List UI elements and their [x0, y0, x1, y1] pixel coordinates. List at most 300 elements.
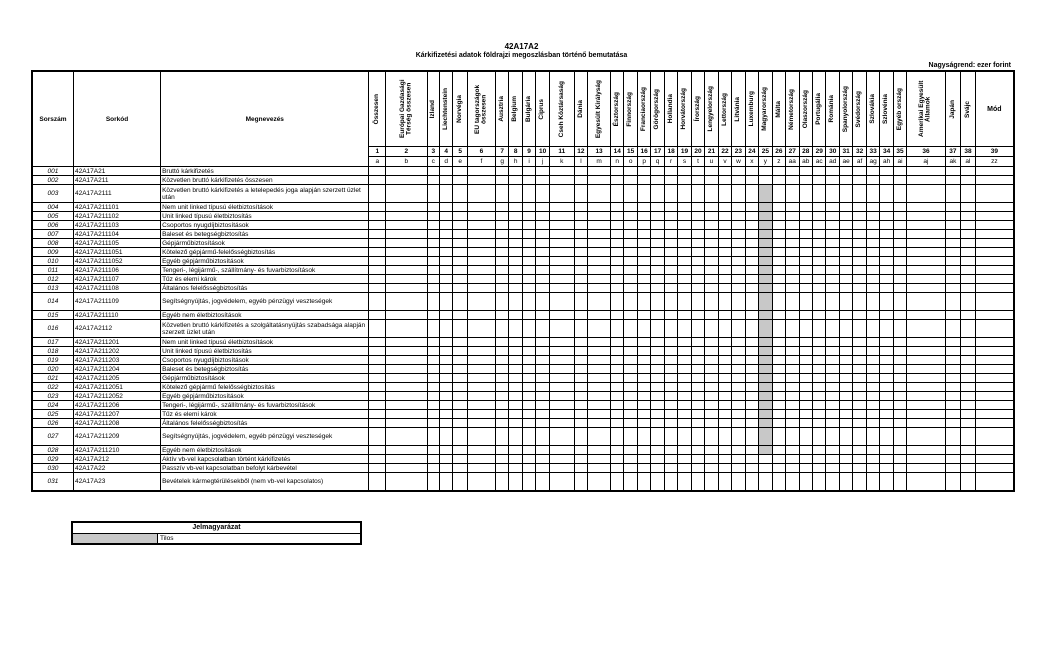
data-cell[interactable]	[732, 248, 745, 257]
data-cell[interactable]	[945, 428, 961, 446]
data-cell[interactable]	[509, 410, 522, 419]
data-cell[interactable]	[907, 365, 945, 374]
data-cell[interactable]	[813, 167, 826, 176]
data-cell[interactable]	[880, 167, 893, 176]
data-cell[interactable]	[522, 419, 535, 428]
data-cell[interactable]	[588, 221, 611, 230]
data-cell[interactable]	[495, 257, 508, 266]
data-cell[interactable]	[813, 230, 826, 239]
data-cell[interactable]	[826, 410, 839, 419]
data-cell[interactable]	[678, 167, 691, 176]
data-cell[interactable]	[509, 428, 522, 446]
data-cell[interactable]	[691, 473, 704, 492]
data-cell[interactable]	[439, 248, 452, 257]
data-cell[interactable]	[732, 320, 745, 338]
data-cell[interactable]	[866, 446, 879, 455]
data-cell[interactable]	[651, 239, 664, 248]
data-cell[interactable]	[637, 464, 650, 473]
data-cell[interactable]	[907, 356, 945, 365]
data-cell[interactable]	[453, 221, 468, 230]
data-cell[interactable]	[678, 275, 691, 284]
data-cell[interactable]	[522, 365, 535, 374]
data-cell[interactable]	[907, 284, 945, 293]
data-cell[interactable]	[509, 392, 522, 401]
data-cell[interactable]	[813, 320, 826, 338]
data-cell[interactable]	[495, 212, 508, 221]
data-cell[interactable]	[813, 203, 826, 212]
data-cell[interactable]	[975, 356, 1014, 365]
data-cell[interactable]	[637, 221, 650, 230]
data-cell[interactable]	[745, 248, 758, 257]
data-cell[interactable]	[509, 356, 522, 365]
data-cell[interactable]	[866, 347, 879, 356]
data-cell[interactable]	[718, 257, 731, 266]
data-cell[interactable]	[574, 257, 587, 266]
data-cell[interactable]	[718, 221, 731, 230]
data-cell[interactable]	[369, 383, 386, 392]
data-cell[interactable]	[637, 311, 650, 320]
data-cell[interactable]	[866, 275, 879, 284]
data-cell[interactable]	[866, 383, 879, 392]
data-cell[interactable]	[664, 419, 677, 428]
data-cell[interactable]	[945, 473, 961, 492]
data-cell[interactable]	[624, 320, 637, 338]
data-cell[interactable]	[705, 167, 718, 176]
data-cell[interactable]	[678, 410, 691, 419]
data-cell[interactable]	[453, 167, 468, 176]
data-cell[interactable]	[637, 428, 650, 446]
data-cell[interactable]	[839, 347, 852, 356]
data-cell[interactable]	[705, 293, 718, 311]
data-cell[interactable]	[369, 464, 386, 473]
data-cell[interactable]	[961, 365, 976, 374]
data-cell[interactable]	[588, 410, 611, 419]
data-cell[interactable]	[705, 266, 718, 275]
data-cell[interactable]	[678, 365, 691, 374]
data-cell[interactable]	[880, 374, 893, 383]
data-cell[interactable]	[549, 347, 574, 356]
data-cell[interactable]	[495, 293, 508, 311]
data-cell[interactable]	[651, 320, 664, 338]
data-cell[interactable]	[853, 185, 866, 203]
data-cell[interactable]	[439, 221, 452, 230]
data-cell[interactable]	[839, 365, 852, 374]
data-cell[interactable]	[427, 383, 439, 392]
data-cell[interactable]	[813, 455, 826, 464]
data-cell[interactable]	[495, 428, 508, 446]
data-cell[interactable]	[732, 392, 745, 401]
data-cell[interactable]	[705, 473, 718, 492]
data-cell[interactable]	[522, 374, 535, 383]
data-cell[interactable]	[637, 284, 650, 293]
data-cell[interactable]	[386, 365, 427, 374]
data-cell[interactable]	[495, 203, 508, 212]
data-cell[interactable]	[745, 338, 758, 347]
data-cell[interactable]	[772, 167, 785, 176]
data-cell[interactable]	[369, 239, 386, 248]
data-cell[interactable]	[718, 320, 731, 338]
data-cell[interactable]	[453, 473, 468, 492]
data-cell[interactable]	[467, 248, 495, 257]
data-cell[interactable]	[945, 401, 961, 410]
data-cell[interactable]	[549, 410, 574, 419]
data-cell[interactable]	[651, 356, 664, 365]
data-cell[interactable]	[536, 230, 549, 239]
data-cell[interactable]	[813, 212, 826, 221]
data-cell[interactable]	[588, 473, 611, 492]
data-cell[interactable]	[495, 185, 508, 203]
data-cell[interactable]	[509, 365, 522, 374]
data-cell[interactable]	[853, 203, 866, 212]
data-cell[interactable]	[745, 275, 758, 284]
data-cell[interactable]	[651, 455, 664, 464]
data-cell[interactable]	[732, 401, 745, 410]
data-cell[interactable]	[907, 419, 945, 428]
data-cell[interactable]	[453, 293, 468, 311]
data-cell[interactable]	[522, 410, 535, 419]
data-cell[interactable]	[439, 167, 452, 176]
data-cell[interactable]	[799, 311, 812, 320]
data-cell[interactable]	[799, 212, 812, 221]
data-cell[interactable]	[839, 419, 852, 428]
data-cell[interactable]	[745, 419, 758, 428]
data-cell[interactable]	[651, 266, 664, 275]
data-cell[interactable]	[813, 275, 826, 284]
data-cell[interactable]	[961, 293, 976, 311]
data-cell[interactable]	[799, 338, 812, 347]
data-cell[interactable]	[427, 203, 439, 212]
data-cell[interactable]	[467, 185, 495, 203]
data-cell[interactable]	[624, 185, 637, 203]
data-cell[interactable]	[705, 239, 718, 248]
data-cell[interactable]	[945, 203, 961, 212]
data-cell[interactable]	[975, 419, 1014, 428]
data-cell[interactable]	[369, 455, 386, 464]
data-cell[interactable]	[839, 230, 852, 239]
data-cell[interactable]	[839, 311, 852, 320]
data-cell[interactable]	[975, 221, 1014, 230]
data-cell[interactable]	[610, 374, 623, 383]
data-cell[interactable]	[467, 320, 495, 338]
data-cell[interactable]	[588, 464, 611, 473]
data-cell[interactable]	[369, 410, 386, 419]
data-cell[interactable]	[745, 230, 758, 239]
data-cell[interactable]	[386, 212, 427, 221]
data-cell[interactable]	[691, 419, 704, 428]
data-cell[interactable]	[691, 410, 704, 419]
data-cell[interactable]	[536, 356, 549, 365]
data-cell[interactable]	[745, 347, 758, 356]
data-cell[interactable]	[786, 320, 799, 338]
data-cell[interactable]	[386, 176, 427, 185]
data-cell[interactable]	[453, 230, 468, 239]
data-cell[interactable]	[772, 365, 785, 374]
data-cell[interactable]	[691, 212, 704, 221]
data-cell[interactable]	[637, 167, 650, 176]
data-cell[interactable]	[574, 392, 587, 401]
data-cell[interactable]	[772, 455, 785, 464]
data-cell[interactable]	[772, 428, 785, 446]
data-cell[interactable]	[866, 311, 879, 320]
data-cell[interactable]	[509, 230, 522, 239]
data-cell[interactable]	[691, 446, 704, 455]
data-cell[interactable]	[624, 347, 637, 356]
data-cell[interactable]	[549, 392, 574, 401]
data-cell[interactable]	[588, 311, 611, 320]
data-cell[interactable]	[893, 311, 906, 320]
data-cell[interactable]	[624, 401, 637, 410]
data-cell[interactable]	[549, 374, 574, 383]
data-cell[interactable]	[467, 446, 495, 455]
data-cell[interactable]	[453, 428, 468, 446]
data-cell[interactable]	[549, 338, 574, 347]
data-cell[interactable]	[718, 239, 731, 248]
data-cell[interactable]	[975, 239, 1014, 248]
data-cell[interactable]	[427, 473, 439, 492]
data-cell[interactable]	[975, 473, 1014, 492]
data-cell[interactable]	[880, 464, 893, 473]
data-cell[interactable]	[745, 176, 758, 185]
data-cell[interactable]	[509, 275, 522, 284]
data-cell[interactable]	[549, 401, 574, 410]
data-cell[interactable]	[826, 176, 839, 185]
data-cell[interactable]	[574, 185, 587, 203]
data-cell[interactable]	[853, 320, 866, 338]
data-cell[interactable]	[907, 248, 945, 257]
data-cell[interactable]	[536, 311, 549, 320]
data-cell[interactable]	[745, 212, 758, 221]
data-cell[interactable]	[536, 176, 549, 185]
data-cell[interactable]	[813, 419, 826, 428]
data-cell[interactable]	[664, 230, 677, 239]
data-cell[interactable]	[945, 320, 961, 338]
data-cell[interactable]	[386, 284, 427, 293]
data-cell[interactable]	[826, 356, 839, 365]
data-cell[interactable]	[369, 419, 386, 428]
data-cell[interactable]	[799, 221, 812, 230]
data-cell[interactable]	[588, 392, 611, 401]
data-cell[interactable]	[536, 392, 549, 401]
data-cell[interactable]	[495, 275, 508, 284]
data-cell[interactable]	[732, 383, 745, 392]
data-cell[interactable]	[772, 419, 785, 428]
data-cell[interactable]	[786, 392, 799, 401]
data-cell[interactable]	[718, 473, 731, 492]
data-cell[interactable]	[664, 455, 677, 464]
data-cell[interactable]	[799, 203, 812, 212]
data-cell[interactable]	[509, 212, 522, 221]
data-cell[interactable]	[866, 410, 879, 419]
data-cell[interactable]	[574, 203, 587, 212]
data-cell[interactable]	[839, 167, 852, 176]
data-cell[interactable]	[866, 185, 879, 203]
data-cell[interactable]	[961, 176, 976, 185]
data-cell[interactable]	[880, 392, 893, 401]
data-cell[interactable]	[705, 203, 718, 212]
data-cell[interactable]	[664, 185, 677, 203]
data-cell[interactable]	[427, 347, 439, 356]
data-cell[interactable]	[574, 284, 587, 293]
data-cell[interactable]	[664, 383, 677, 392]
data-cell[interactable]	[588, 275, 611, 284]
data-cell[interactable]	[893, 401, 906, 410]
data-cell[interactable]	[624, 446, 637, 455]
data-cell[interactable]	[467, 275, 495, 284]
data-cell[interactable]	[624, 221, 637, 230]
data-cell[interactable]	[624, 230, 637, 239]
data-cell[interactable]	[651, 203, 664, 212]
data-cell[interactable]	[453, 257, 468, 266]
data-cell[interactable]	[975, 455, 1014, 464]
data-cell[interactable]	[522, 230, 535, 239]
data-cell[interactable]	[691, 311, 704, 320]
data-cell[interactable]	[839, 428, 852, 446]
data-cell[interactable]	[961, 266, 976, 275]
data-cell[interactable]	[799, 419, 812, 428]
data-cell[interactable]	[691, 275, 704, 284]
data-cell[interactable]	[853, 428, 866, 446]
data-cell[interactable]	[945, 248, 961, 257]
data-cell[interactable]	[536, 455, 549, 464]
data-cell[interactable]	[610, 176, 623, 185]
data-cell[interactable]	[786, 338, 799, 347]
data-cell[interactable]	[975, 176, 1014, 185]
data-cell[interactable]	[880, 248, 893, 257]
data-cell[interactable]	[975, 248, 1014, 257]
data-cell[interactable]	[453, 185, 468, 203]
data-cell[interactable]	[522, 347, 535, 356]
data-cell[interactable]	[718, 428, 731, 446]
data-cell[interactable]	[439, 266, 452, 275]
data-cell[interactable]	[678, 239, 691, 248]
data-cell[interactable]	[522, 185, 535, 203]
data-cell[interactable]	[961, 230, 976, 239]
data-cell[interactable]	[880, 176, 893, 185]
data-cell[interactable]	[945, 167, 961, 176]
data-cell[interactable]	[893, 365, 906, 374]
data-cell[interactable]	[574, 374, 587, 383]
data-cell[interactable]	[427, 212, 439, 221]
data-cell[interactable]	[439, 212, 452, 221]
data-cell[interactable]	[826, 203, 839, 212]
data-cell[interactable]	[369, 401, 386, 410]
data-cell[interactable]	[509, 338, 522, 347]
data-cell[interactable]	[718, 383, 731, 392]
data-cell[interactable]	[853, 230, 866, 239]
data-cell[interactable]	[732, 284, 745, 293]
data-cell[interactable]	[732, 230, 745, 239]
data-cell[interactable]	[624, 428, 637, 446]
data-cell[interactable]	[386, 410, 427, 419]
data-cell[interactable]	[799, 230, 812, 239]
data-cell[interactable]	[945, 176, 961, 185]
data-cell[interactable]	[637, 320, 650, 338]
data-cell[interactable]	[732, 185, 745, 203]
data-cell[interactable]	[799, 392, 812, 401]
data-cell[interactable]	[439, 383, 452, 392]
data-cell[interactable]	[637, 356, 650, 365]
data-cell[interactable]	[610, 230, 623, 239]
data-cell[interactable]	[813, 266, 826, 275]
data-cell[interactable]	[786, 239, 799, 248]
data-cell[interactable]	[427, 221, 439, 230]
data-cell[interactable]	[624, 455, 637, 464]
data-cell[interactable]	[574, 221, 587, 230]
data-cell[interactable]	[495, 266, 508, 275]
data-cell[interactable]	[522, 248, 535, 257]
data-cell[interactable]	[880, 356, 893, 365]
data-cell[interactable]	[624, 311, 637, 320]
data-cell[interactable]	[495, 230, 508, 239]
data-cell[interactable]	[839, 338, 852, 347]
data-cell[interactable]	[826, 347, 839, 356]
data-cell[interactable]	[427, 248, 439, 257]
data-cell[interactable]	[386, 374, 427, 383]
data-cell[interactable]	[522, 257, 535, 266]
data-cell[interactable]	[745, 167, 758, 176]
data-cell[interactable]	[866, 365, 879, 374]
data-cell[interactable]	[880, 365, 893, 374]
data-cell[interactable]	[624, 365, 637, 374]
data-cell[interactable]	[467, 473, 495, 492]
data-cell[interactable]	[386, 275, 427, 284]
data-cell[interactable]	[574, 176, 587, 185]
data-cell[interactable]	[907, 221, 945, 230]
data-cell[interactable]	[893, 212, 906, 221]
data-cell[interactable]	[961, 338, 976, 347]
data-cell[interactable]	[961, 248, 976, 257]
data-cell[interactable]	[549, 383, 574, 392]
data-cell[interactable]	[536, 365, 549, 374]
data-cell[interactable]	[975, 392, 1014, 401]
data-cell[interactable]	[732, 239, 745, 248]
data-cell[interactable]	[893, 356, 906, 365]
data-cell[interactable]	[509, 176, 522, 185]
data-cell[interactable]	[624, 383, 637, 392]
data-cell[interactable]	[705, 248, 718, 257]
data-cell[interactable]	[880, 212, 893, 221]
data-cell[interactable]	[536, 473, 549, 492]
data-cell[interactable]	[853, 392, 866, 401]
data-cell[interactable]	[509, 311, 522, 320]
data-cell[interactable]	[637, 203, 650, 212]
data-cell[interactable]	[826, 221, 839, 230]
data-cell[interactable]	[588, 239, 611, 248]
data-cell[interactable]	[826, 338, 839, 347]
data-cell[interactable]	[427, 257, 439, 266]
data-cell[interactable]	[772, 392, 785, 401]
data-cell[interactable]	[772, 356, 785, 365]
data-cell[interactable]	[813, 410, 826, 419]
data-cell[interactable]	[691, 374, 704, 383]
data-cell[interactable]	[574, 311, 587, 320]
data-cell[interactable]	[664, 248, 677, 257]
data-cell[interactable]	[678, 212, 691, 221]
data-cell[interactable]	[427, 230, 439, 239]
data-cell[interactable]	[799, 428, 812, 446]
data-cell[interactable]	[664, 401, 677, 410]
data-cell[interactable]	[427, 374, 439, 383]
data-cell[interactable]	[549, 473, 574, 492]
data-cell[interactable]	[522, 176, 535, 185]
data-cell[interactable]	[691, 320, 704, 338]
data-cell[interactable]	[826, 212, 839, 221]
data-cell[interactable]	[961, 203, 976, 212]
data-cell[interactable]	[799, 455, 812, 464]
data-cell[interactable]	[866, 230, 879, 239]
data-cell[interactable]	[786, 203, 799, 212]
data-cell[interactable]	[624, 293, 637, 311]
